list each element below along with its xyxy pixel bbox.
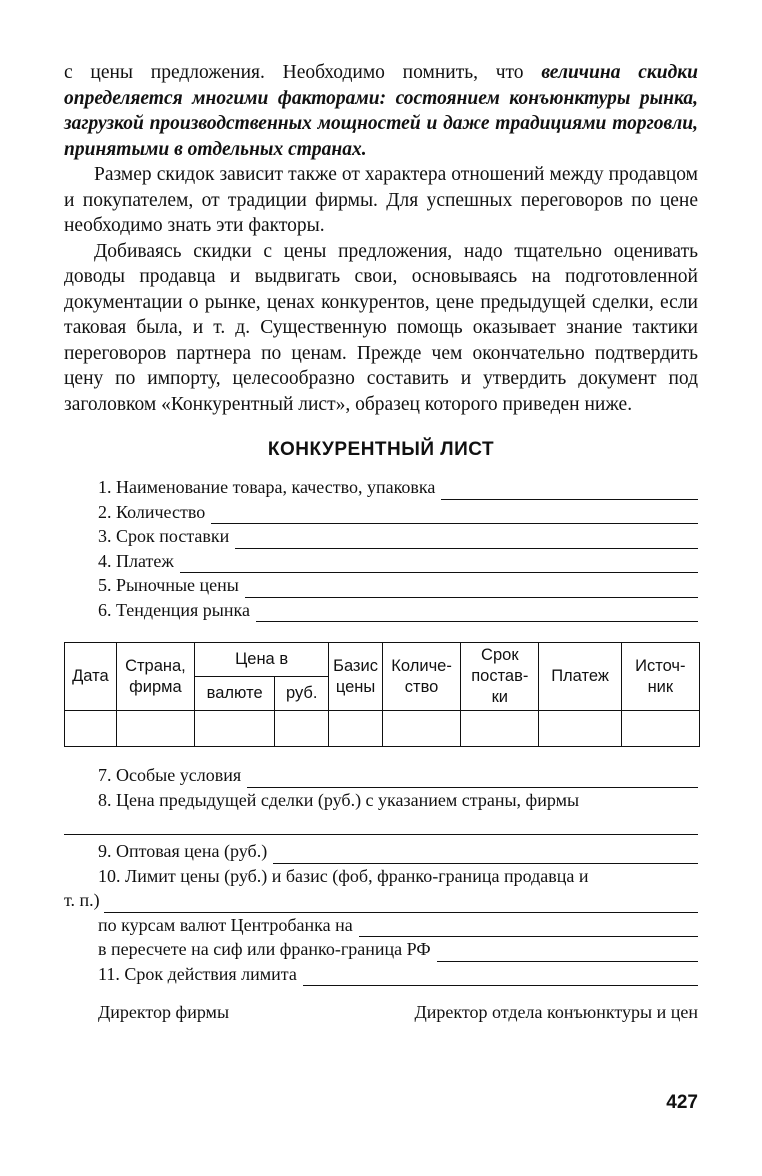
signatures: [98, 1002, 698, 1023]
form-field-rates[interactable]: [98, 913, 698, 938]
signature-left: Директор фирмы: [98, 1002, 230, 1022]
field-blank-line[interactable]: [180, 554, 698, 573]
table-empty-row: [65, 711, 700, 747]
form-field-10-cont[interactable]: [64, 888, 698, 913]
field-label: 9. Оптовая цена (руб.): [98, 841, 268, 861]
form-field-2[interactable]: [98, 500, 698, 525]
field-label: 4. Платеж: [98, 550, 174, 571]
table-cell[interactable]: [329, 711, 383, 747]
paragraph-1: [64, 60, 698, 162]
field-label: по курсам валют Центробанка на: [98, 914, 353, 935]
field-blank-line[interactable]: [437, 943, 698, 962]
header-delivery: Срок постав-ки: [461, 643, 539, 711]
field-blank-line[interactable]: [256, 603, 698, 622]
header-source: Источ-ник: [621, 643, 699, 711]
form-field-9[interactable]: [98, 839, 698, 864]
form-field-5[interactable]: [98, 573, 698, 598]
table-cell[interactable]: [382, 711, 460, 747]
paragraph-2: Размер скидок зависит также от характера отношений между продавцом и покупателем, от традиции фирмы. Для успешных переговоров по цене необходимо знать эти факторы.: [64, 164, 698, 236]
header-basis: Базис цены: [329, 643, 383, 711]
table-cell[interactable]: [275, 711, 329, 747]
field-blank-line[interactable]: [245, 579, 698, 598]
header-rub: руб.: [275, 677, 329, 711]
form-field-10: [98, 864, 698, 889]
table-cell[interactable]: [539, 711, 621, 747]
paragraph-3: Добиваясь скидки с цены предложения, надо тщательно оценивать доводы продавца и выдвигать свои, основываясь на подготовленной документации о рынке, ценах конкурентов, цене предыдущей сделки, если таковая была, и т. д. Существенную помощь оказывает знание тактики переговоров партнера по ценам. Прежде чем окончательно подтвердить цену по импорту, целесообразно составить и утвердить документ под заголовком «Конкурентный лист», образец которого приведен ниже.: [64, 240, 698, 415]
header-quantity: Количе-ство: [382, 643, 460, 711]
table-cell[interactable]: [116, 711, 194, 747]
competitor-table: [64, 642, 700, 747]
field-label: т. п.): [64, 890, 100, 910]
field-label: 7. Особые условия: [98, 765, 242, 785]
field-label: в пересчете на сиф или франко-граница РФ: [98, 939, 431, 959]
field-label: 3. Срок поставки: [98, 526, 230, 546]
form-field-8: [98, 788, 698, 813]
signature-right: Директор отдела конъюнктуры и цен: [414, 1002, 698, 1022]
field-label: 11. Срок действия лимита: [98, 963, 297, 984]
field-blank-line[interactable]: [104, 894, 698, 913]
field-label: 1. Наименование товара, качество, упаковка: [98, 477, 436, 497]
field-blank-line[interactable]: [247, 769, 698, 788]
table-cell[interactable]: [461, 711, 539, 747]
table-cell[interactable]: [195, 711, 275, 747]
form-field-6[interactable]: [98, 598, 698, 623]
header-payment: Платеж: [539, 643, 621, 711]
header-price-in: Цена в: [195, 643, 329, 677]
table-cell[interactable]: [621, 711, 699, 747]
field-label: 2. Количество: [98, 501, 206, 522]
table-cell[interactable]: [65, 711, 117, 747]
header-currency: валюте: [195, 677, 275, 711]
form-title: КОНКУРЕНТНЫЙ ЛИСТ: [267, 439, 495, 460]
field-blank-line[interactable]: [441, 481, 698, 500]
field-blank-line[interactable]: [273, 845, 698, 864]
field-8-blank-line[interactable]: [64, 814, 698, 835]
form-field-4[interactable]: [98, 549, 698, 574]
form-field-recalc[interactable]: [98, 937, 698, 962]
page-content: [64, 60, 698, 1023]
field-label: 10. Лимит цены (руб.) и базис (фоб, франко-граница продавца и: [98, 865, 589, 886]
form-field-3[interactable]: [98, 524, 698, 549]
field-blank-line[interactable]: [211, 505, 698, 524]
header-date: Дата: [65, 643, 117, 711]
form-lower-fields: [64, 763, 698, 1023]
field-blank-line[interactable]: [359, 918, 698, 937]
paragraph-1-emphasis: величина скидки определяется многими факторами: состоянием конъюнктуры рынка, загрузкой производственных мощностей и даже традициями торговли, принятыми в отдельных странах.: [64, 62, 698, 160]
field-label: 8. Цена предыдущей сделки (руб.) с указанием страны, фирмы: [98, 789, 580, 810]
header-country: Страна, фирма: [116, 643, 194, 711]
field-blank-line[interactable]: [303, 967, 698, 986]
form-field-7[interactable]: [98, 763, 698, 788]
table-header-row: [65, 643, 700, 677]
form-fields: [98, 475, 698, 622]
form-field-11[interactable]: [98, 962, 698, 987]
field-label: 5. Рыночные цены: [98, 575, 239, 595]
paragraph-1-plain: с цены предложения. Необходимо помнить, что: [64, 62, 542, 83]
field-blank-line[interactable]: [235, 530, 698, 549]
form-field-1[interactable]: [98, 475, 698, 500]
field-label: 6. Тенденция рынка: [98, 599, 250, 620]
page-number: 427: [666, 1092, 698, 1113]
